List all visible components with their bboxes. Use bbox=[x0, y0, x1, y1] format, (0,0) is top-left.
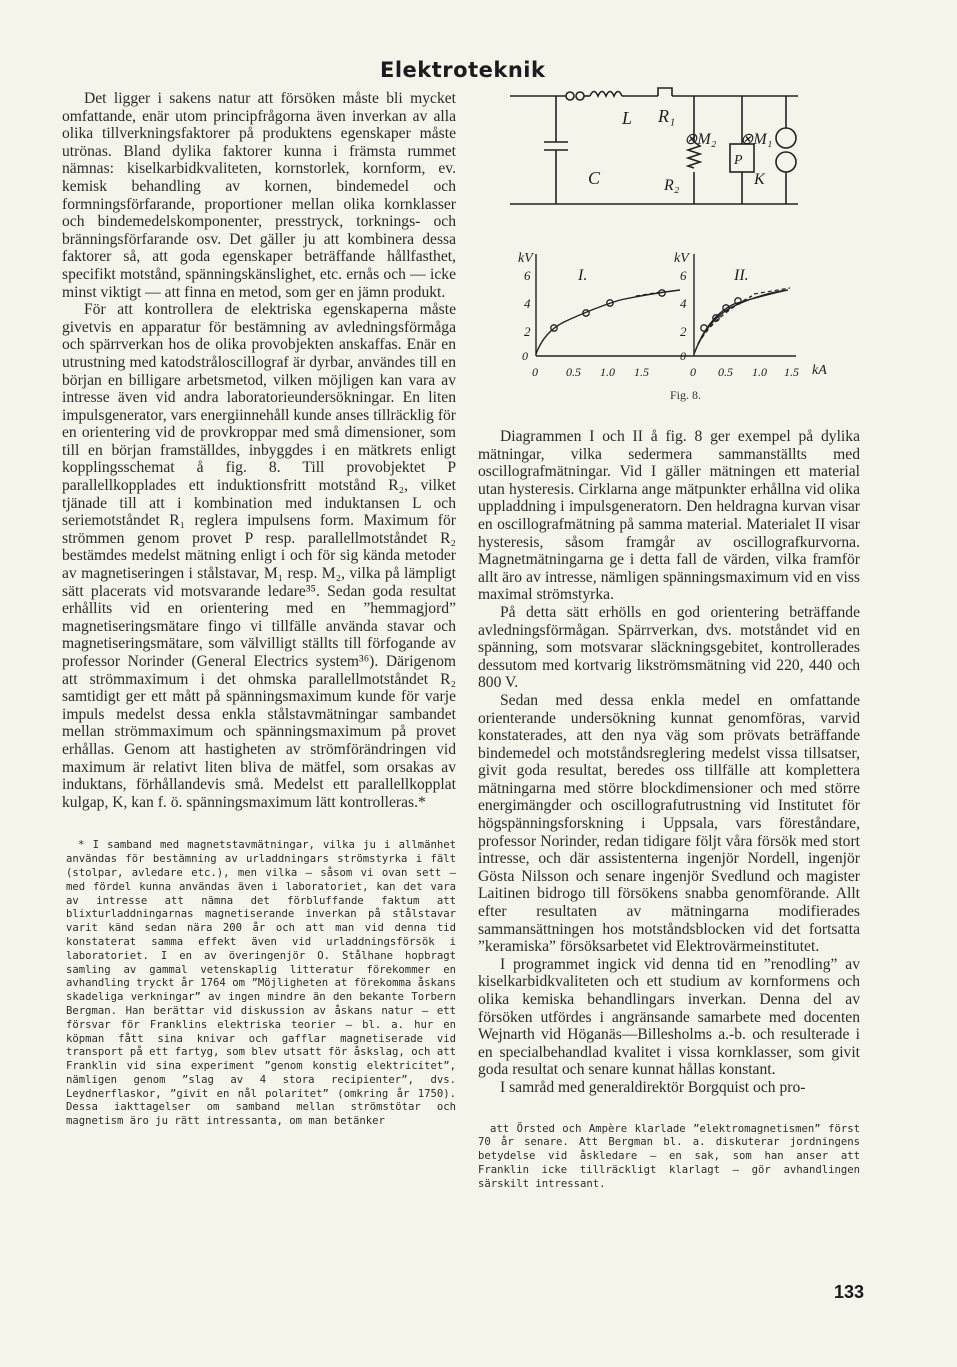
xtick: 1.0 bbox=[600, 365, 615, 379]
paragraph: På detta sätt erhölls en god orientering beträffande avledningsförmågan. Spärrverkan, dvs. motståndet vid en spänning, som motsvarar släckningsgebitet, kontrollerades dessutom med kortvarig likströmsmätning vid 220, 440 och 800 V. bbox=[478, 603, 860, 692]
xtick: 1.5 bbox=[634, 365, 649, 379]
section-header: Elektroteknik bbox=[380, 58, 546, 82]
label-K: K bbox=[754, 171, 765, 188]
footnote-text: att Örsted och Ampère klarlade ”elektromagnetismen” först 70 år senare. Att Bergman bl. a. diskuterar jordningens betydelse vid åskledare — en sak, som han anser att Franklin icke tillräckligt klarlagt — gör avhandlingen särskilt intressant. bbox=[478, 1122, 860, 1190]
label-P: P bbox=[734, 153, 743, 168]
label-L: L bbox=[622, 108, 633, 128]
xlabel: kA bbox=[812, 363, 827, 378]
paragraph: I samråd med generaldirektör Borgquist och pro- bbox=[500, 1078, 806, 1096]
footnote-right bbox=[478, 1123, 860, 1192]
paragraph: I programmet ingick vid denna tid en ”renodling” av kiselkarbidkvaliteten och ett studium av kornformens och olika kemiska behandlingars inverkan. Denna del av försöken utfördes i angränsande samarbete med docenten Wejnarth vid Höganäs—Billesholms a.-b. och resulterade i en specialbehandlad kvalitet i vissa kornklasser, som givit goda resultat och senare kunnat hållas konstant. bbox=[478, 955, 860, 1079]
label-R1: R₁ bbox=[658, 106, 676, 126]
ytick: 6 bbox=[524, 268, 531, 283]
label-M1: ⊗M₁ bbox=[740, 131, 773, 148]
page-number: 133 bbox=[834, 1282, 865, 1302]
figure-8 bbox=[508, 82, 858, 412]
paragraph: Diagrammen I och II å fig. 8 ger exempel på dylika mätningar, vilka sedermera sammanställts med oscillografmätningar. Vid I gäller mätningen ett material utan hysteresis. Cirklarna ange mätpunkter erhållna vid olika uppladdning i impulsgeneratorn. Den heldragna kurvan visar en oscillografmätning på samma material. Materialet II visar hysteresis, såsom framgår av oscillografkurvorna. Magnetmätningarna ge i detta fall de värden, vilka framför allt äro av intresse, nämligen spänningsmaximum vid en viss maximal strömstyrka. bbox=[478, 428, 860, 604]
ytick: 4 bbox=[524, 296, 531, 311]
xtick: 0 bbox=[532, 365, 538, 379]
ylabel-I: kV bbox=[518, 251, 533, 266]
ytick: 2 bbox=[524, 324, 531, 339]
ytick: 0 bbox=[522, 349, 528, 363]
right-body bbox=[478, 428, 860, 1097]
figure-caption: Fig. 8. bbox=[670, 388, 702, 402]
figure-svg bbox=[508, 82, 858, 382]
label-R2: R₂ bbox=[664, 177, 680, 194]
xtick: 0.5 bbox=[566, 365, 581, 379]
footnote-text: * I samband med magnetstavmätningar, vilka ju i allmänhet användas för bestämning av urladdningars strömstyrka i fält (stolpar, avledare etc.), men vilka — såsom vi ovan sett — med fördel kunna användas även i laboratoriet, kan det vara av intresse att nämna det förbluffande faktum att blixturladdningarnas magnetiserande inverkan på stålstavar varit känd sedan nära 200 år och att man vid denna tid konstaterat samma effekt även vid urladdningsförsök i laboratoriet. I en av överingenjör O. Stålhane hopbragt samling av gammal vetenskaplig litteratur förekommer en avhandling tryckt år 1764 om ”Möjligheten at förekomma åskans skadeliga verkningar” av ingen mindre än den bekante Torbern Bergman. Han berättar vid diskussion av åskans natur — ett försvar för Franklins elektriska teorier — bl. a. hur en köpman fått sina knivar och gafflar magnetiserade vid transport på ett fartyg, som blev utsatt för åskslag, och att Franklin vid sina experiment ”genom konstig elektricitet”, nämligen genom ”slag av 4 stora recipienter”, dvs. Leydnerflaskor, ”givit en nål polaritet” (omkring år 1750). Dessa iakttagelser om samband mellan strömstötar och magnetism äro ju rätt intressanta, om man betänker bbox=[66, 839, 456, 1128]
ytick-ii: 6 bbox=[680, 268, 687, 283]
paragraph: För att kontrollera de elektriska egenskaperna måste givetvis en apparatur för bestämning av avledningsförmåga och spärrverkan hos de olika provobjekten anskaffas. Enär en utrustning med katodstråloscillograf är dyrbar, användes till en början en billigare arbetsmetod, vilken möjligen kan vara av intresse även vid andra laboratorieundersökningar. En liten impulsgenerator, vars energiinnehåll kunde anses tillräcklig för en orientering vid de provkroppar med små dimensioner, som till en början framställdes, inbyggdes i en mätkrets enligt kopplingsschemat å fig. 8. Till provobjektet P parallellkopplades ett induktionsfritt motstånd R₂, vilket tjänade till att i kombination med induktansen L och seriemotståndet R₁ reglera impulsens form. Maximum för strömmen genom provet P resp. parallellmotståndet R₂ bestämdes medelst mätning enligt i och för sig kända metoder av magnetiseringen i stålstavar, M₁ resp. M₂, vilka på lämpligt sätt placerats vid motsvarande ledare³⁵. Sedan goda resultat erhållits vid en orientering med en ”hemmagjord” magnetiseringsmätare fingo vi tillfälle använda stavar och magnetiseringsmätare, som välvilligt ställts till förfogande av professor Norinder (General Electrics system³⁶). Därigenom att strömmaximum i det ohmska parallellmotståndet R₂ samtidigt ger ett mått på spänningsmaximum kunde för varje impuls medelst dessa enkla stålstavmätningar sambandet mellan strömmaximum och spänningsmaximum på provet erhållas. Genom att hastigheten av strömförändringen vid maximum är relativt liten bliva de mätfel, som orsakas av induktans, förhållandevis små. Medelst ett parallellkopplat kulgap, K, kan f. ö. spänningsmaximum lätt kontrolleras.* bbox=[62, 301, 456, 811]
label-C: C bbox=[588, 168, 601, 188]
paragraph: Sedan med dessa enkla medel en omfattande orienterande undersökning kunnat genomföras, varvid konstaterades, att den nya väg som prövats beträffande bindemedel och motståndsreglering medelst vissa tillsatser, givit goda resultat, beredes oss tillfälle att komplettera mätningarna med större blockdimensioner och med större energimängder och oscillografutrustning vid Institutet för högspänningsforskning i Uppsala, vars föreståndare, professor Norinder, redan tidigare följt våra försök med stort intresse, och där assistenterna ingenjör Nordell, ingenjör Gösta Nilsson och senare ingenjör Svedlund och magister Laitinen bidrogo till försökens snabba genomförande. Allt efter resultaten av mätningarna modifierades sammansättningen hos motståndsblocken vid det fortsatta ”keramiska” försöksarbetet vid Elektrovärmeinstitutet. bbox=[478, 691, 860, 956]
label-M2: ⊗M₂ bbox=[684, 131, 717, 148]
ytick-ii: 2 bbox=[680, 324, 687, 339]
ylabel-II: kV bbox=[674, 251, 689, 266]
xtick: 1.5 bbox=[784, 365, 799, 379]
footnote-left bbox=[62, 839, 456, 1129]
xtick: 0.5 bbox=[718, 365, 733, 379]
ytick-ii: 0 bbox=[680, 349, 686, 363]
right-column bbox=[478, 428, 860, 1192]
left-column bbox=[62, 90, 456, 1129]
title-II: II. bbox=[734, 267, 749, 284]
xtick: 1.0 bbox=[752, 365, 767, 379]
left-body bbox=[62, 90, 456, 811]
title-I: I. bbox=[578, 267, 588, 284]
xtick: 0 bbox=[690, 365, 696, 379]
ytick-ii: 4 bbox=[680, 296, 687, 311]
paragraph: Det ligger i sakens natur att försöken måste bli mycket omfattande, enär utom principfrågorna även inverkan av alla olika tillverkningsfaktorer på produktens egenskaper måste utrönas. Bland dylika faktorer kunna i främsta rummet nämnas: kiselkarbidkvaliteten, kornstorlek, kornform, ev. kemisk behandling av kornen, bindemedel och formningsförfarande, proportioner mellan olika kornklasser och bindemedelskomponenter, presstryck, torknings- och bränningsförfarande osv. Det gäller ju att kombinera dessa faktorer så, att goda egenskaper beträffande hållfasthet, specifikt motstånd, spänningskänslighet, etc. ernås och — icke minst viktigt — att finna en metod, som ger en jämn produkt. bbox=[62, 90, 456, 301]
